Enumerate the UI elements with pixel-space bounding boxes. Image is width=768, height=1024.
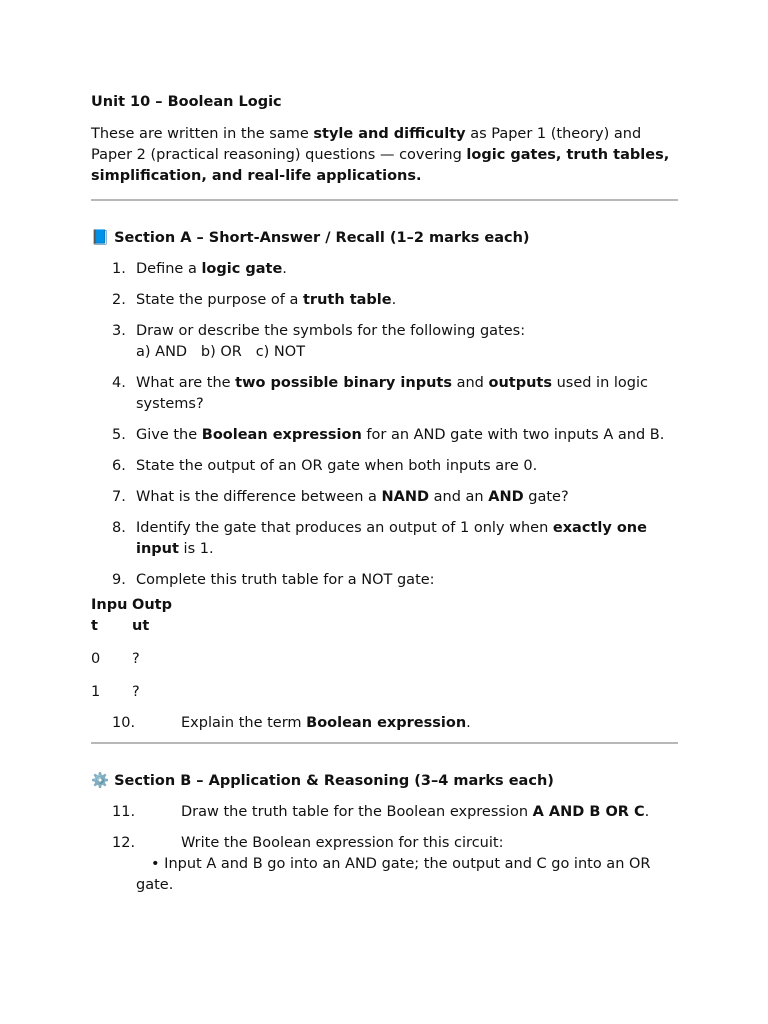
question-number: 1. (112, 261, 126, 277)
table-row (91, 682, 173, 715)
intro-bold: logic gates, truth tables, simplification, and real-life applications. (91, 147, 670, 184)
question-text: State the purpose of a (136, 292, 303, 308)
section-a-questions (91, 259, 678, 591)
question-bold: logic gate (201, 261, 283, 277)
section-b-heading: ⚙️ Section B – Application & Reasoning (3–4 marks each) (91, 773, 554, 789)
section-a-heading: 📘 Section A – Short-Answer / Recall (1–2 marks each) (91, 230, 530, 246)
not-gate-truth-table (91, 595, 173, 715)
question-text: gate? (523, 489, 569, 505)
question-bold: Boolean expression (306, 715, 467, 731)
question-bold: AND (488, 489, 524, 505)
question-bold: two possible binary inputs (235, 375, 452, 391)
question-item (91, 833, 678, 896)
question-text: . (466, 715, 471, 731)
question-text: Complete this truth table for a NOT gate: (136, 572, 435, 588)
question-number: 3. (112, 323, 126, 339)
intro-paragraph (91, 124, 678, 187)
table-cell: 1 (91, 684, 101, 700)
question-item (91, 570, 678, 591)
question-text: What is the difference between a (136, 489, 382, 505)
section-a-questions-continued (91, 713, 678, 734)
question-text: is 1. (178, 541, 214, 557)
question-number: 6. (112, 458, 126, 474)
table-cell: ? (132, 684, 140, 700)
question-text: Explain the term (181, 715, 307, 731)
question-item (91, 321, 678, 363)
question-item (91, 518, 678, 560)
intro-text: These are written in the same (91, 126, 314, 142)
intro-bold: style and difficulty (313, 126, 466, 142)
question-text: State the output of an OR gate when both inputs are 0. (136, 458, 538, 474)
document-page (91, 92, 678, 906)
intro-text: as Paper 1 (theory) and Paper 2 (practical reasoning) questions — covering (91, 126, 642, 163)
section-b-questions (91, 802, 678, 896)
question-text: and an (429, 489, 489, 505)
question-bold: exactly one input (136, 520, 647, 557)
question-item (91, 259, 678, 280)
question-bold: Boolean expression (201, 427, 362, 443)
question-text: . (282, 261, 287, 277)
question-text: Give the (136, 427, 202, 443)
table-header-cell: Input (91, 597, 128, 634)
question-bold: outputs (488, 375, 552, 391)
question-item (91, 487, 678, 508)
question-text: Write the Boolean expression for this circuit: (181, 835, 504, 851)
question-text: and (451, 375, 489, 391)
question-bullet: • Input A and B go into an AND gate; the output and C go into an OR gate. (136, 856, 651, 893)
table-cell: 0 (91, 651, 101, 667)
question-number: 4. (112, 375, 126, 391)
question-text: Draw or describe the symbols for the following gates: (136, 323, 526, 339)
question-bold: truth table (303, 292, 392, 308)
question-text: What are the (136, 375, 236, 391)
question-text: for an AND gate with two inputs A and B. (361, 427, 665, 443)
question-text: used in logic systems? (136, 375, 648, 412)
table-row (91, 649, 173, 682)
question-bold: A AND B OR C (532, 804, 645, 820)
question-item (91, 802, 678, 823)
question-number: 11. (112, 804, 136, 820)
table-header-cell: Output (132, 597, 172, 634)
question-number: 10. (112, 715, 136, 731)
horizontal-rule (91, 742, 678, 744)
question-bold: NAND (381, 489, 430, 505)
question-number: 7. (112, 489, 126, 505)
horizontal-rule (91, 199, 678, 201)
question-number: 12. (112, 835, 136, 851)
table-cell: ? (132, 651, 140, 667)
question-item (91, 373, 678, 415)
question-text: . (644, 804, 650, 820)
question-number: 5. (112, 427, 126, 443)
question-options: a) AND b) OR c) NOT (136, 344, 306, 360)
question-number: 9. (112, 572, 126, 588)
table-header-row (91, 595, 173, 649)
document-title: Unit 10 – Boolean Logic (91, 94, 282, 110)
question-item (91, 425, 678, 446)
question-item (91, 456, 678, 477)
question-item (91, 713, 678, 734)
question-text: Identify the gate that produces an output of 1 only when (136, 520, 553, 536)
question-item (91, 290, 678, 311)
question-number: 2. (112, 292, 126, 308)
question-text: . (391, 292, 397, 308)
question-number: 8. (112, 520, 126, 536)
question-text: Define a (136, 261, 202, 277)
question-text: Draw the truth table for the Boolean expression (181, 804, 533, 820)
